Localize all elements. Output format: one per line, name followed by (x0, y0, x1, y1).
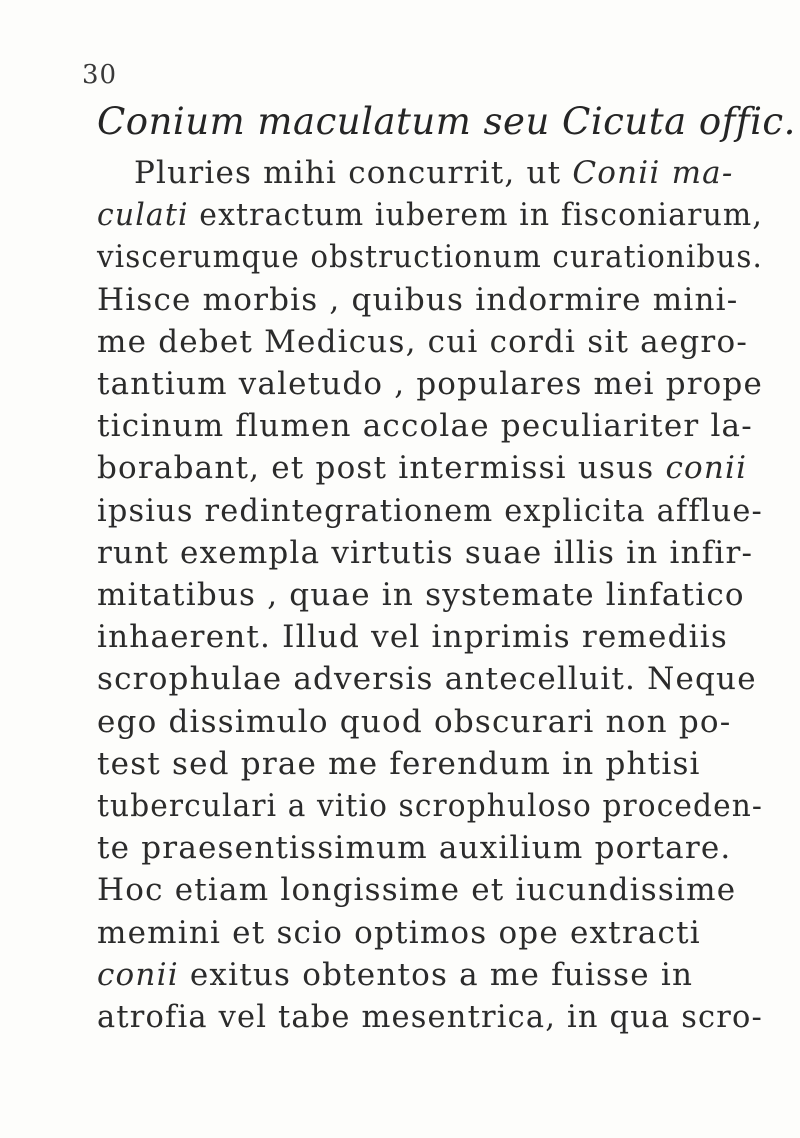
text-line (97, 661, 757, 698)
text-line (97, 999, 763, 1035)
text-run: mitatibus , quae in systemate linfatico (97, 577, 745, 613)
text-run: tantium valetudo , populares mei prope (97, 366, 763, 402)
text-line (97, 830, 732, 867)
text-line (97, 239, 763, 276)
italic-word: culati (97, 197, 189, 234)
text-line (97, 914, 701, 951)
text-line (97, 492, 763, 529)
text-line (97, 366, 763, 402)
text-run: extractum iuberem in fisconiarum, (188, 197, 763, 234)
text-line (134, 155, 734, 191)
text-line (97, 745, 701, 782)
italic-word: conii (665, 450, 748, 487)
text-run: atrofia vel tabe mesentrica, in qua scro- (97, 999, 763, 1035)
text-line (97, 281, 739, 318)
text-run: Hoc etiam longissime et iucundissime (97, 872, 737, 909)
text-run: tuberculari a vitio scrophuloso proceden- (97, 788, 763, 824)
text-run: test sed prae me ferendum in phtisi (97, 745, 701, 782)
text-line (97, 619, 728, 656)
text-run: Pluries mihi concurrit, ut (134, 155, 573, 191)
text-line (97, 408, 753, 445)
text-run: scrophulae adversis antecelluit. Neque (97, 661, 757, 698)
text-run: memini et scio optimos ope extracti (97, 914, 701, 951)
text-line (97, 872, 737, 909)
text-run: exitus obtentos a me fuisse in (178, 956, 694, 993)
text-line (97, 703, 732, 740)
text-run: inhaerent. Illud vel inprimis remediis (97, 619, 728, 656)
text-run: te praesentissimum auxilium portare. (97, 830, 732, 867)
section-heading: Conium maculatum seu Cicuta offic. (97, 100, 796, 143)
text-line (97, 450, 748, 487)
text-run: Hisce morbis , quibus indormire mini- (97, 281, 739, 318)
text-run: borabant, et post intermissi usus (97, 450, 666, 487)
text-line (97, 197, 763, 234)
text-run: viscerumque obstructionum curationibus. (97, 239, 763, 276)
text-run: runt exempla virtutis suae illis in infir- (97, 534, 754, 571)
page-number: 30 (82, 60, 118, 90)
text-run: ticinum flumen accolae peculiariter la- (97, 408, 753, 445)
text-run: ipsius redintegrationem explicita afflue- (97, 492, 763, 529)
text-line (97, 956, 694, 993)
text-line (97, 323, 748, 360)
text-line (97, 577, 745, 613)
text-line (97, 534, 754, 571)
italic-word: conii (97, 956, 179, 993)
text-line (97, 788, 763, 824)
text-run: me debet Medicus, cui cordi sit aegro- (97, 323, 748, 360)
italic-word: Conii ma- (572, 155, 734, 191)
text-run: ego dissimulo quod obscurari non po- (97, 703, 732, 740)
